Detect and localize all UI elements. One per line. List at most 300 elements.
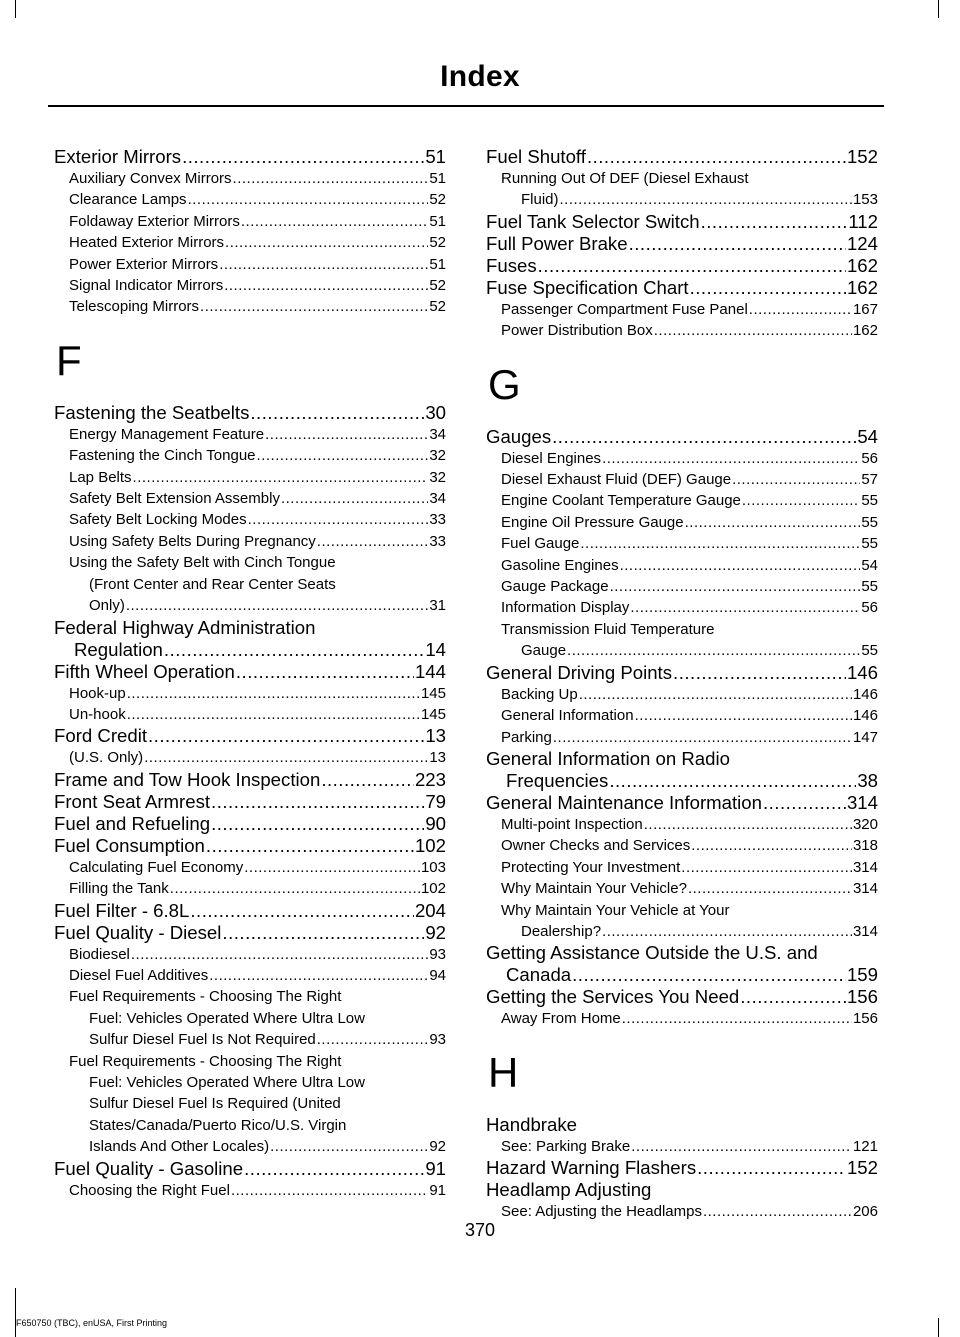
entry-row <box>54 1158 446 1180</box>
entry-row <box>54 146 446 168</box>
index-subentry <box>486 576 878 597</box>
entry-text: Full Power Brake <box>486 232 628 254</box>
entry-page-number: 145 <box>420 705 446 723</box>
dot-leader <box>244 1158 424 1180</box>
entry-row <box>69 296 446 317</box>
entry-page-number: 314 <box>852 858 878 876</box>
dot-leader <box>685 512 861 533</box>
entry-row <box>54 791 446 813</box>
entry-row <box>54 661 446 683</box>
dot-leader <box>749 299 852 320</box>
entry-page-number: 204 <box>414 899 446 921</box>
dot-leader <box>225 232 428 253</box>
dot-leader <box>241 211 428 232</box>
dot-leader <box>257 445 429 466</box>
dot-leader <box>552 426 856 448</box>
index-entry <box>486 255 878 277</box>
entry-text-line: Fuel: Vehicles Operated Where Ultra Low <box>89 1073 365 1091</box>
index-subentry <box>54 857 446 878</box>
entry-row <box>69 878 446 899</box>
index-entry <box>486 1157 878 1179</box>
index-entry <box>486 662 878 684</box>
entry-text-line: Handbrake <box>486 1113 577 1135</box>
entry-text-line: Getting Assistance Outside the U.S. and <box>486 942 818 964</box>
dot-leader <box>560 189 852 210</box>
entry-text: Clearance Lamps <box>69 191 187 209</box>
entry-text: Telescoping Mirrors <box>69 298 200 316</box>
entry-row <box>486 964 878 986</box>
entry-row <box>69 683 446 704</box>
dot-leader <box>209 965 428 986</box>
index-subentry <box>54 704 446 725</box>
index-entry <box>54 900 446 922</box>
dot-leader <box>248 509 429 530</box>
entry-page-number: 314 <box>846 791 878 813</box>
entry-page-number: 146 <box>852 685 878 703</box>
entry-text: Fuel Quality - Diesel <box>54 921 222 943</box>
index-subentry <box>486 684 878 705</box>
dot-leader <box>690 277 846 299</box>
entry-page-number: 93 <box>429 945 446 963</box>
dot-leader <box>553 727 852 748</box>
entry-row <box>69 531 446 552</box>
entry-row <box>69 509 446 530</box>
entry-page-number: 162 <box>852 322 878 340</box>
entry-text: Fuel Gauge <box>501 535 580 553</box>
dot-leader <box>127 683 420 704</box>
entry-text: Fuses <box>486 254 537 276</box>
entry-page-number: 93 <box>429 1031 446 1049</box>
entry-row <box>69 965 446 986</box>
index-entry <box>486 426 878 448</box>
index-entry <box>54 922 446 944</box>
entry-text-line: Why Maintain Your Vehicle at Your <box>501 901 730 919</box>
dot-leader <box>233 168 429 189</box>
index-entry <box>54 769 446 791</box>
dot-leader <box>131 944 428 965</box>
entry-row <box>54 835 446 857</box>
entry-page-number: 33 <box>429 511 446 529</box>
entry-text: Diesel Engines <box>501 449 602 467</box>
index-entry <box>486 986 878 1008</box>
entry-text-line: Federal Highway Administration <box>54 616 316 638</box>
entry-row <box>486 426 878 448</box>
entry-row <box>501 727 878 748</box>
entry-page-number: 152 <box>846 1157 878 1179</box>
entry-page-number: 51 <box>429 170 446 187</box>
index-subentry <box>54 232 446 253</box>
dot-leader <box>740 986 846 1008</box>
entry-text: Diesel Exhaust Fluid (DEF) Gauge <box>501 471 732 489</box>
index-entry <box>486 1179 878 1201</box>
index-subentry <box>54 1180 446 1201</box>
entry-text: Fuel and Refueling <box>54 812 211 834</box>
dot-leader <box>609 770 856 792</box>
entry-row <box>501 857 878 878</box>
entry-page-number: 146 <box>852 707 878 725</box>
dot-leader <box>630 597 860 618</box>
entry-row <box>501 705 878 726</box>
index-column-right <box>486 146 878 1223</box>
entry-text: Owner Checks and Services <box>501 837 691 855</box>
index-subentry <box>486 1008 878 1029</box>
entry-row <box>69 1136 446 1157</box>
entry-page-number: 121 <box>852 1137 878 1155</box>
entry-row <box>501 835 878 856</box>
dot-leader <box>701 211 848 233</box>
index-subentry <box>486 512 878 533</box>
entry-row <box>486 146 878 168</box>
entry-page-number: 52 <box>429 191 446 209</box>
entry-page-number: 54 <box>857 425 878 447</box>
entry-row <box>501 597 878 618</box>
dot-leader <box>742 490 860 511</box>
entry-page-number: 13 <box>425 725 446 747</box>
entry-text: Power Exterior Mirrors <box>69 255 219 273</box>
dot-leader <box>763 792 846 814</box>
entry-row <box>501 555 878 576</box>
entry-text: Choosing the Right Fuel <box>69 1181 230 1199</box>
section-letter: G <box>488 360 521 408</box>
entry-page-number: 156 <box>852 1010 878 1028</box>
entry-text: General Information <box>501 707 634 725</box>
entry-text: Regulation <box>74 638 163 660</box>
entry-text: Sulfur Diesel Fuel Is Not Required <box>89 1031 316 1049</box>
entry-text: Gauge Package <box>501 578 609 596</box>
entry-page-number: 320 <box>852 815 878 833</box>
entry-page-number: 92 <box>429 1138 446 1156</box>
index-entry <box>486 792 878 814</box>
entry-text: Ford Credit <box>54 725 147 747</box>
index-subentry <box>486 727 878 748</box>
entry-row <box>486 792 878 814</box>
index-subentry <box>486 835 878 856</box>
entry-row <box>501 448 878 469</box>
entry-page-number: 146 <box>846 661 878 683</box>
entry-text: Engine Coolant Temperature Gauge <box>501 492 741 510</box>
entry-row <box>69 232 446 253</box>
entry-page-number: 90 <box>425 812 446 834</box>
index-entry <box>54 146 446 168</box>
dot-leader <box>190 900 414 922</box>
entry-text-line: States/Canada/Puerto Rico/U.S. Virgin <box>89 1116 347 1134</box>
entry-text: Fuel Quality - Gasoline <box>54 1157 244 1179</box>
entry-row <box>501 512 878 533</box>
index-subentry <box>486 320 878 341</box>
index-subentry <box>486 555 878 576</box>
entry-text: Backing Up <box>501 685 578 703</box>
dot-leader <box>321 769 414 791</box>
entry-text: Foldaway Exterior Mirrors <box>69 212 240 230</box>
entry-text: (U.S. Only) <box>69 749 144 767</box>
dot-leader <box>681 857 852 878</box>
entry-page-number: 91 <box>425 1157 446 1179</box>
entry-page-number: 79 <box>425 790 446 812</box>
entry-row <box>69 1029 446 1050</box>
entry-text: Getting the Services You Need <box>486 986 740 1008</box>
index-entry <box>54 835 446 857</box>
page-title: Index <box>440 60 520 93</box>
dot-leader <box>691 835 852 856</box>
entry-row <box>501 1136 878 1157</box>
entry-row <box>501 189 878 210</box>
entry-text-line: Headlamp Adjusting <box>486 1179 652 1201</box>
index-entry <box>54 661 446 683</box>
entry-row <box>69 595 446 616</box>
page-number: 370 <box>464 1220 496 1240</box>
index-subentry <box>54 878 446 899</box>
index-subentry <box>486 168 878 211</box>
entry-row <box>69 1180 446 1201</box>
entry-text: Using Safety Belts During Pregnancy <box>69 532 316 550</box>
entry-row <box>486 211 878 233</box>
entry-text: Hazard Warning Flashers <box>486 1157 697 1179</box>
entry-page-number: 54 <box>861 556 878 574</box>
entry-text: Away From Home <box>501 1010 621 1028</box>
entry-page-number: 52 <box>429 298 446 316</box>
entry-page-number: 34 <box>429 490 446 508</box>
entry-text: Fifth Wheel Operation <box>54 660 235 682</box>
entry-text: Fuel Consumption <box>54 834 205 856</box>
entry-text: Biodiesel <box>69 945 130 963</box>
entry-row <box>501 684 878 705</box>
entry-row <box>69 445 446 466</box>
dot-leader <box>631 1136 852 1157</box>
entry-row <box>69 467 446 488</box>
entry-page-number: 144 <box>414 660 446 682</box>
entry-text: Protecting Your Investment <box>501 858 681 876</box>
dot-leader <box>244 857 420 878</box>
entry-row <box>69 704 446 725</box>
entry-page-number: 153 <box>852 191 878 209</box>
entry-text: Parking <box>501 728 552 746</box>
entry-text: Multi-point Inspection <box>501 815 643 833</box>
entry-row <box>54 922 446 944</box>
dot-leader <box>231 1180 428 1201</box>
entry-row <box>501 299 878 320</box>
entry-page-number: 56 <box>861 599 878 617</box>
entry-text: Safety Belt Locking Modes <box>69 511 247 529</box>
dot-leader <box>622 1008 852 1029</box>
entry-text-line: Sulfur Diesel Fuel Is Required (United <box>89 1095 341 1113</box>
index-subentry <box>54 531 446 552</box>
dot-leader <box>222 922 424 944</box>
entry-page-number: 38 <box>857 769 878 791</box>
section-letter: H <box>488 1048 519 1096</box>
entry-row <box>501 1008 878 1029</box>
entry-row <box>486 233 878 255</box>
dot-leader <box>126 595 428 616</box>
entry-text: Fastening the Cinch Tongue <box>69 447 256 465</box>
entry-row <box>69 168 446 189</box>
entry-text: Fuse Specification Chart <box>486 276 689 298</box>
index-subentry <box>486 619 878 662</box>
entry-page-number: 33 <box>429 532 446 550</box>
dot-leader <box>317 1029 429 1050</box>
dot-leader <box>182 146 424 168</box>
dot-leader <box>211 813 424 835</box>
dot-leader <box>250 402 424 424</box>
entry-page-number: 32 <box>429 447 446 465</box>
index-subentry <box>54 168 446 189</box>
index-subentry <box>54 509 446 530</box>
index-entry <box>486 942 878 986</box>
entry-text: Frame and Tow Hook Inspection <box>54 768 321 790</box>
dot-leader <box>697 1157 846 1179</box>
entry-text: Power Distribution Box <box>501 322 653 340</box>
index-subentry <box>54 683 446 704</box>
index-subentry <box>486 448 878 469</box>
dot-leader <box>567 640 860 661</box>
entry-text: Fuel Tank Selector Switch <box>486 210 700 232</box>
dot-leader <box>538 255 846 277</box>
entry-page-number: 55 <box>861 535 878 553</box>
dot-leader <box>572 964 846 986</box>
entry-page-number: 55 <box>861 578 878 596</box>
entry-page-number: 223 <box>414 768 446 790</box>
entry-page-number: 51 <box>425 146 446 167</box>
entry-page-number: 91 <box>429 1181 446 1199</box>
entry-page-number: 102 <box>420 880 446 898</box>
dot-leader <box>644 814 852 835</box>
entry-row <box>501 878 878 899</box>
entry-text: Dealership? <box>521 922 602 940</box>
dot-leader <box>635 705 852 726</box>
index-entry <box>54 402 446 424</box>
index-entry <box>54 1158 446 1180</box>
dot-leader <box>270 1136 428 1157</box>
entry-text-line: Running Out Of DEF (Diesel Exhaust <box>501 170 749 187</box>
entry-page-number: 156 <box>846 986 878 1008</box>
index-subentry <box>486 597 878 618</box>
entry-row <box>486 1157 878 1179</box>
dot-leader <box>200 296 428 317</box>
index-entry <box>486 748 878 792</box>
dot-leader <box>188 189 429 210</box>
dot-leader <box>127 704 420 725</box>
entry-row <box>501 533 878 554</box>
entry-text: Hook-up <box>69 684 126 702</box>
entry-text: Passenger Compartment Fuse Panel <box>501 300 748 318</box>
index-entry <box>54 791 446 813</box>
entry-text: Gauges <box>486 425 552 447</box>
index-subentry <box>54 965 446 986</box>
dot-leader <box>265 424 428 445</box>
entry-page-number: 159 <box>846 964 878 986</box>
dot-leader <box>148 725 424 747</box>
dot-leader <box>654 320 852 341</box>
entry-page-number: 162 <box>846 254 878 276</box>
entry-row <box>69 211 446 232</box>
index-subentry <box>54 211 446 232</box>
entry-text: Heated Exterior Mirrors <box>69 234 225 252</box>
entry-text: Islands And Other Locales) <box>89 1138 270 1156</box>
index-entry <box>486 211 878 233</box>
header-divider <box>48 105 884 107</box>
entry-text: General Maintenance Information <box>486 791 762 813</box>
entry-page-number: 31 <box>429 597 446 615</box>
entry-text: Auxiliary Convex Mirrors <box>69 170 232 187</box>
index-subentry <box>54 424 446 445</box>
entry-text: Canada <box>506 964 572 986</box>
entry-row <box>69 857 446 878</box>
entry-text-line: General Information on Radio <box>486 747 730 769</box>
entry-text-line: Fuel Requirements - Choosing The Right <box>69 988 342 1006</box>
entry-row <box>486 277 878 299</box>
entry-text: Safety Belt Extension Assembly <box>69 490 280 508</box>
dot-leader <box>170 878 420 899</box>
entry-row <box>501 320 878 341</box>
dot-leader <box>224 275 428 296</box>
entry-text: Fastening the Seatbelts <box>54 401 250 423</box>
dot-leader <box>688 878 852 899</box>
dot-leader <box>620 555 861 576</box>
entry-row <box>54 725 446 747</box>
crop-mark-top-right-vertical <box>938 0 939 18</box>
index-subentry <box>54 1051 446 1158</box>
entry-row <box>501 576 878 597</box>
entry-text-line: Using the Safety Belt with Cinch Tongue <box>69 554 336 572</box>
dot-leader <box>236 661 414 683</box>
dot-leader <box>164 639 424 661</box>
index-subentry <box>486 490 878 511</box>
entry-text: Front Seat Armrest <box>54 790 211 812</box>
entry-page-number: 52 <box>429 234 446 252</box>
entry-row <box>501 814 878 835</box>
index-entry <box>54 725 446 747</box>
entry-text: Un-hook <box>69 705 126 723</box>
entry-page-number: 145 <box>420 684 446 702</box>
entry-text: Fuel Filter - 6.8L <box>54 899 190 921</box>
entry-page-number: 124 <box>846 232 878 254</box>
dot-leader <box>629 233 846 255</box>
index-subentry <box>486 900 878 943</box>
dot-leader <box>580 533 860 554</box>
entry-page-number: 112 <box>848 210 878 232</box>
entry-page-number: 55 <box>861 492 878 510</box>
dot-leader <box>211 791 424 813</box>
entry-row <box>501 490 878 511</box>
entry-page-number: 103 <box>420 858 446 876</box>
footer-print-info: F650750 (TBC), enUSA, First Printing <box>16 1318 168 1328</box>
index-subentry <box>486 878 878 899</box>
entry-row <box>69 275 446 296</box>
entry-text: Lap Belts <box>69 468 132 486</box>
dot-leader <box>602 448 860 469</box>
dot-leader <box>732 469 860 490</box>
entry-row <box>69 944 446 965</box>
entry-row <box>54 402 446 424</box>
index-subentry <box>486 299 878 320</box>
section-letter: F <box>56 336 82 384</box>
crop-mark-top-left-vertical <box>15 0 16 18</box>
entry-text-line: (Front Center and Rear Center Seats <box>89 575 336 593</box>
entry-text: Fuel Shutoff <box>486 146 586 167</box>
entry-text: Gasoline Engines <box>501 556 619 574</box>
entry-text: See: Parking Brake <box>501 1137 631 1155</box>
entry-page-number: 152 <box>846 146 878 167</box>
entry-row <box>54 813 446 835</box>
entry-text-line: Transmission Fluid Temperature <box>501 620 715 638</box>
entry-row <box>486 662 878 684</box>
index-subentry <box>54 296 446 317</box>
entry-page-number: 32 <box>429 468 446 486</box>
index-subentry <box>54 445 446 466</box>
entry-text: Gauge <box>521 642 567 660</box>
dot-leader <box>206 835 414 857</box>
entry-page-number: 13 <box>429 749 446 767</box>
index-subentry <box>486 705 878 726</box>
